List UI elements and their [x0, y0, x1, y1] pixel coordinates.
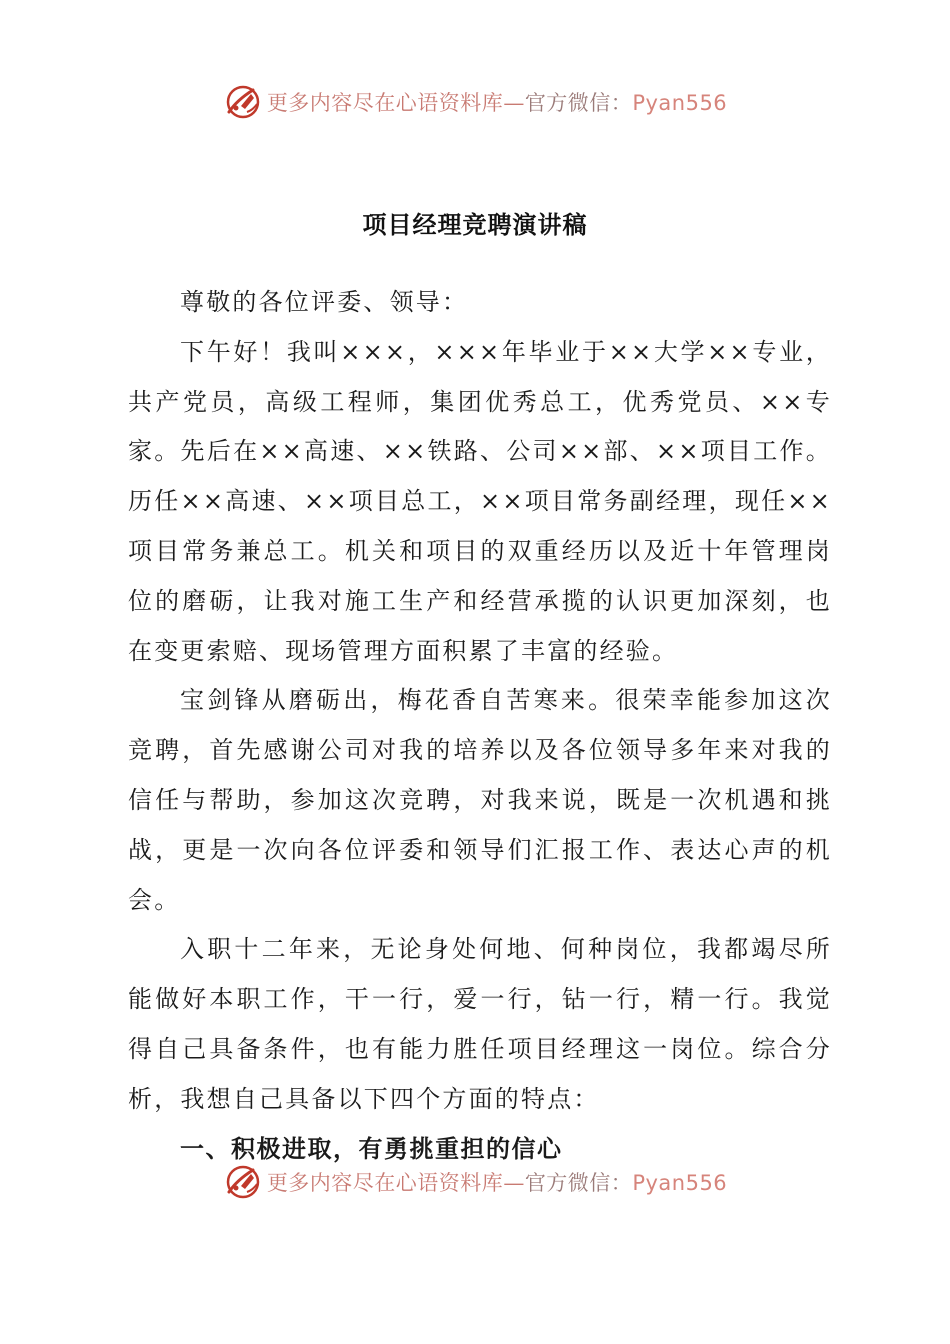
paragraph-3: 入职十二年来，无论身处何地、何种岗位，我都竭尽所能做好本职工作，干一行，爱一行，钻一行，精一行。我觉得自己具备条件，也有能力胜任项目经理这一岗位。综合分析，我想自己具备以下四个方面的特点： [128, 935, 832, 1113]
salutation: 尊敬的各位评委、领导： [180, 288, 469, 316]
banner-separator: — [503, 1171, 525, 1195]
pen-nib-logo-icon [223, 1162, 263, 1202]
banner-main-text: 更多内容尽在心语资料库 [266, 1171, 504, 1195]
banner-wechat-label: 官方微信： [524, 1171, 633, 1195]
document-title: 项目经理竞聘演讲稿 [362, 211, 588, 239]
header-banner [0, 80, 950, 124]
paragraph-1: 下午好！我叫×××，×××年毕业于××大学××专业，共产党员，高级工程师，集团优秀总工，优秀党员、××专家。先后在××高速、××铁路、公司××部、××项目工作。历任××高速、××项目总工，××项目常务副经理，现任××项目常务兼总工。机关和项目的双重经历以及近十年管理岗位的磨砺，让我对施工生产和经营承揽的认识更加深刻，也在变更索赔、现场管理方面积累了丰富的经验。 [128, 337, 832, 665]
banner-wechat-label: 官方微信： [524, 91, 633, 115]
banner-wechat-id: Pyan556 [632, 91, 728, 115]
banner-wechat-id: Pyan556 [632, 1171, 728, 1195]
section-heading: 一、积极进取，有勇挑重担的信心 [180, 1134, 563, 1163]
paragraph-2: 宝剑锋从磨砺出，梅花香自苦寒来。很荣幸能参加这次竞聘，首先感谢公司对我的培养以及各位领导多年来对我的信任与帮助，参加这次竞聘，对我来说，既是一次机遇和挑战，更是一次向各位评委和领导们汇报工作、表达心声的机会。 [128, 686, 832, 914]
banner-text [267, 87, 727, 117]
banner-separator: — [503, 91, 525, 115]
document-body [128, 278, 832, 1174]
footer-banner [0, 1160, 950, 1204]
pen-nib-logo-icon [223, 82, 263, 122]
banner-text [267, 1167, 727, 1197]
banner-main-text: 更多内容尽在心语资料库 [266, 91, 504, 115]
